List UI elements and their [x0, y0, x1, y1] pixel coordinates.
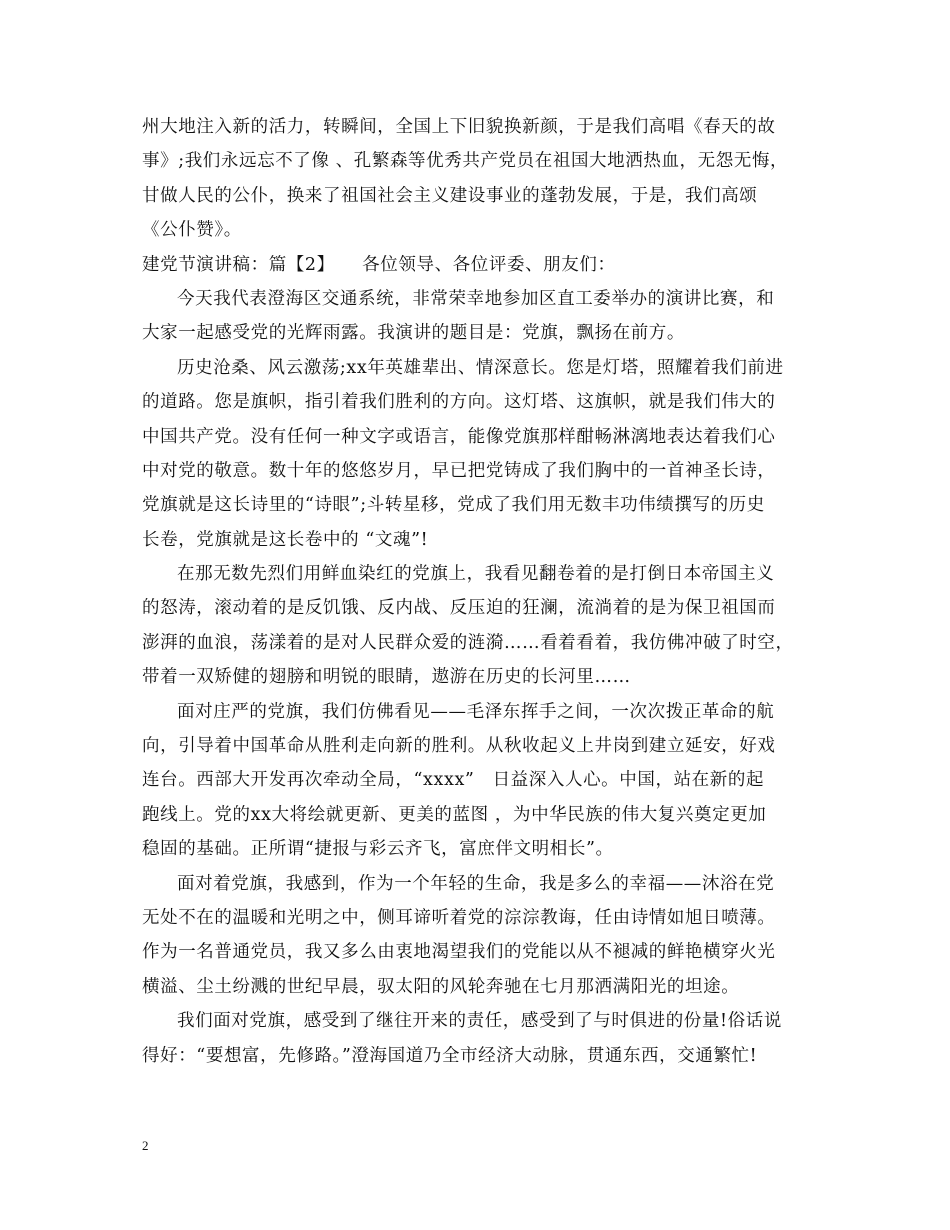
text-line: 的道路。您是旗帜，指引着我们胜利的方向。这灯塔、这旗帜，就是我们伟大的 [142, 392, 776, 413]
text-line: 事》;我们永远忘不了像 、孔繁森等优秀共产党员在祖国大地洒热血，无怨无悔， [142, 151, 789, 172]
text-line: 州大地注入新的活力，转瞬间，全国上下旧貌换新颜，于是我们高唱《春天的故 [142, 117, 776, 137]
text-line: 向，引导着中国革命从胜利走向新的胜利。从秋收起义上井岗到建立延安，好戏 [142, 736, 776, 757]
text-line: 面对庄严的党旗，我们仿佛看见——毛泽东挥手之间，一次次拨正革命的航 [177, 701, 775, 722]
text-line: 长卷，党旗就是这长卷中的 “文魂”! [142, 529, 429, 550]
text-line: 中对党的敬意。数十年的悠悠岁月，早已把党铸成了我们胸中的一首神圣长诗， [142, 460, 776, 481]
text-line: 在那无数先烈们用鲜血染红的党旗上，我看见翻卷着的是打倒日本帝国主义 [177, 564, 775, 585]
page-number: 2 [142, 1138, 149, 1153]
text-line: 建党节演讲稿：篇【2】 各位领导、各位评委、朋友们： [142, 254, 616, 275]
text-line: 跑线上。党的xx大将绘就更新、更美的蓝图 ，为中华民族的伟大复兴奠定更加 [142, 804, 767, 825]
text-line: 历史沧桑、风云激荡;xx年英雄辈出、情深意长。您是灯塔，照耀着我们前进 [177, 357, 784, 378]
text-line: 《公仆赞》。 [142, 220, 242, 241]
text-line: 无处不在的温暖和光明之中，侧耳谛听着党的淙淙教诲，任由诗情如旭日喷薄。 [142, 907, 776, 928]
text-line: 我们面对党旗，感受到了继往开来的责任，感受到了与时俱进的份量!俗话说 [177, 1011, 782, 1032]
text-line: 甘做人民的公仆，换来了祖国社会主义建设事业的蓬勃发展，于是，我们高颂 [142, 185, 758, 206]
text-line: 连台。西部大开发再次牵动全局，“xxxx” 日益深入人心。中国，站在新的起 [142, 770, 765, 791]
text-line: 稳固的基础。正所谓“捷报与彩云齐飞，富庶伴文明相长”。 [142, 839, 614, 860]
text-line: 的怒涛，滚动着的是反饥饿、反内战、反压迫的狂澜，流淌着的是为保卫祖国而 [142, 598, 776, 619]
text-line: 党旗就是这长诗里的“诗眼”;斗转星移，党成了我们用无数丰功伟绩撰写的历史 [142, 495, 765, 516]
text-line: 横溢、尘土纷溅的世纪早晨，驭太阳的风轮奔驰在七月那洒满阳光的坦途。 [142, 976, 740, 997]
text-line: 带着一双矫健的翅膀和明锐的眼睛，遨游在历史的长河里…… [142, 667, 631, 688]
text-line: 面对着党旗，我感到，作为一个年轻的生命，我是多么的幸福——沐浴在党 [177, 873, 775, 894]
text-line: 作为一名普通党员，我又多么由衷地渴望我们的党能以从不褪减的鲜艳横穿火光 [142, 942, 776, 963]
document-body [142, 110, 812, 1073]
text-line: 得好：“要想富，先修路。”澄海国道乃全市经济大动脉，贯通东西，交通繁忙! [142, 1045, 758, 1066]
text-line: 澎湃的血浪，荡漾着的是对人民群众爱的涟漪……看着看着，我仿佛冲破了时空， [142, 632, 794, 653]
text-line: 中国共产党。没有任何一种文字或语言，能像党旗那样酣畅淋漓地表达着我们心 [142, 426, 776, 447]
text-line: 大家一起感受党的光辉雨露。我演讲的题目是：党旗，飘扬在前方。 [142, 323, 685, 344]
text-line: 今天我代表澄海区交通系统，非常荣幸地参加区直工委举办的演讲比赛，和 [177, 288, 775, 309]
